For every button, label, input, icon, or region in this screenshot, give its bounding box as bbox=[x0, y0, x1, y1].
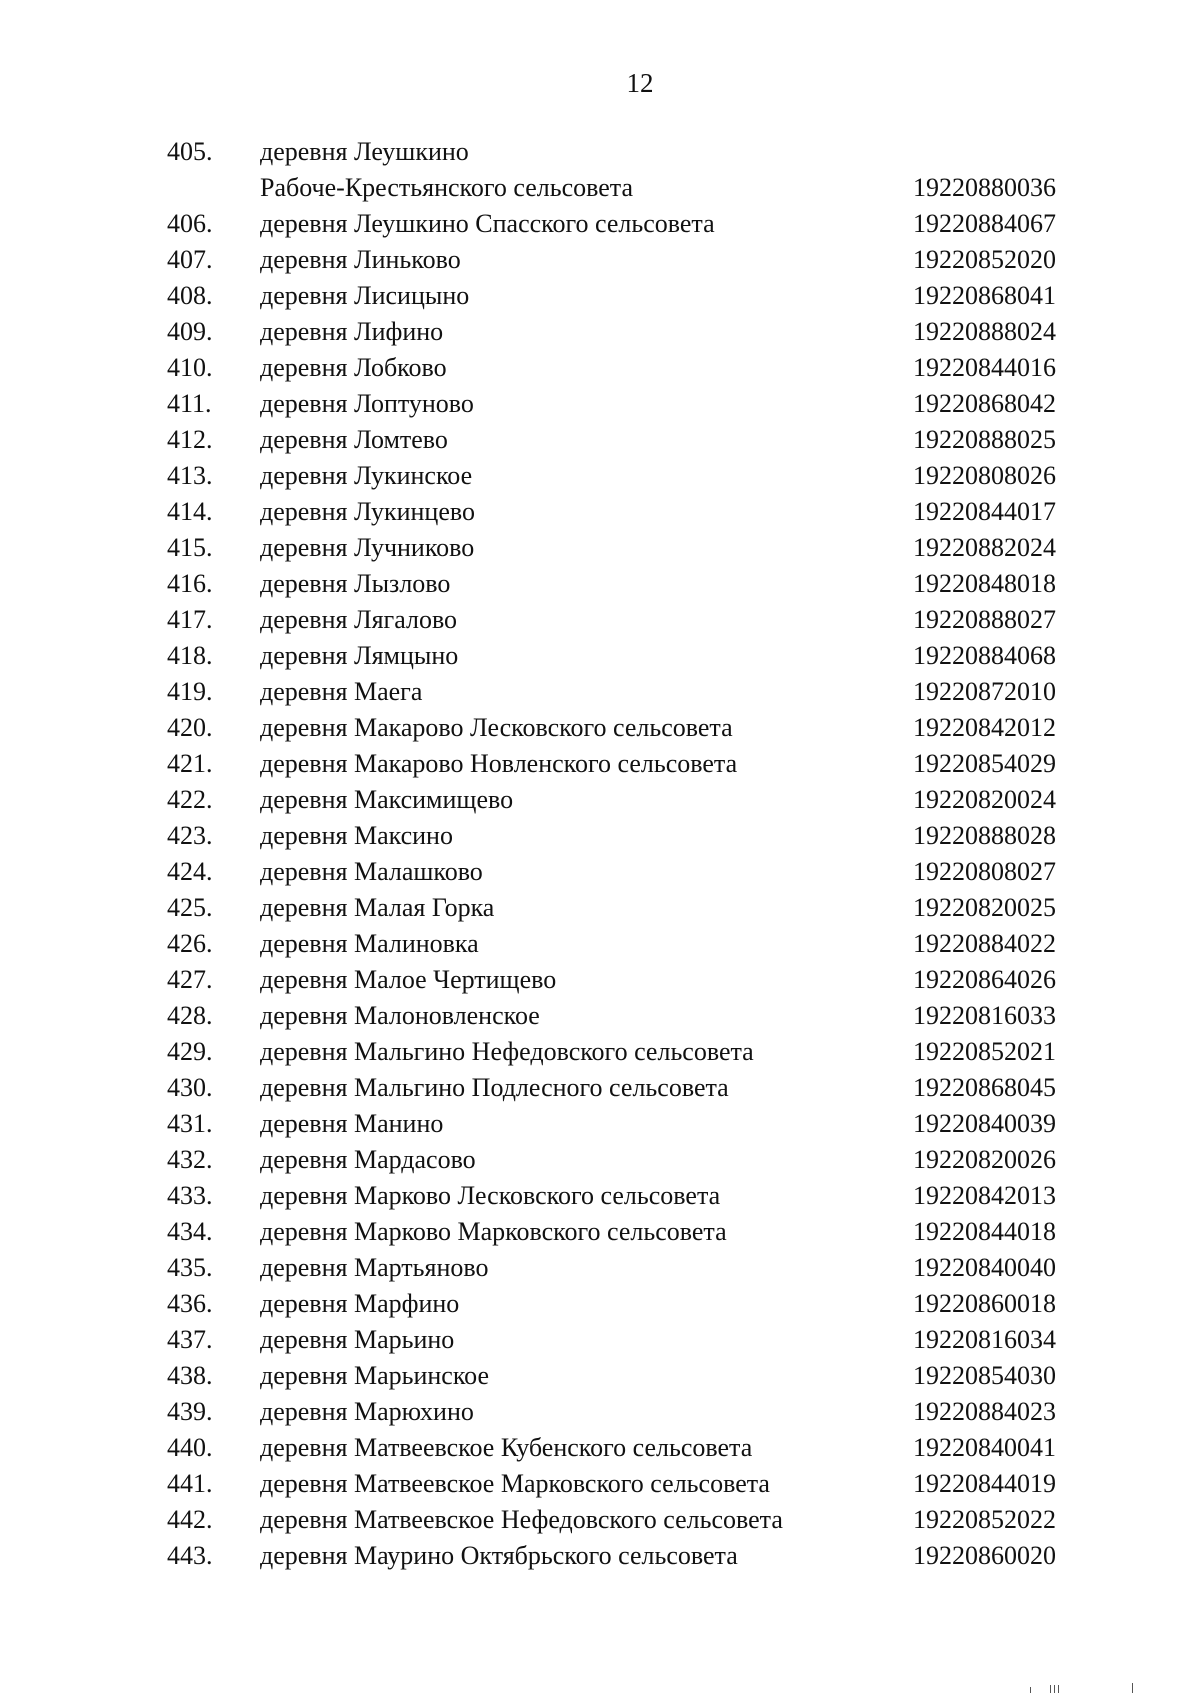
list-item bbox=[0, 242, 1200, 278]
entry-code: 19220888024 bbox=[913, 317, 1056, 346]
entry-name bbox=[260, 1466, 770, 1502]
entry-name bbox=[260, 242, 461, 278]
list-item bbox=[0, 530, 1200, 566]
entry-number: 442. bbox=[167, 1505, 213, 1534]
entry-name bbox=[260, 1394, 474, 1430]
entry-name bbox=[260, 458, 472, 494]
entry-code: 19220860018 bbox=[913, 1289, 1056, 1318]
entry-name bbox=[260, 962, 556, 998]
list-item bbox=[0, 1106, 1200, 1142]
list-item bbox=[0, 386, 1200, 422]
list-item bbox=[0, 818, 1200, 854]
entry-code: 19220884068 bbox=[913, 641, 1056, 670]
entry-name bbox=[260, 1538, 738, 1574]
list-item bbox=[0, 1142, 1200, 1178]
entry-number: 435. bbox=[167, 1253, 213, 1282]
list-item bbox=[0, 1502, 1200, 1538]
entry-name bbox=[260, 1070, 729, 1106]
list-item bbox=[0, 134, 1200, 206]
entry-number: 410. bbox=[167, 353, 213, 382]
entry-name bbox=[260, 494, 475, 530]
entry-number: 426. bbox=[167, 929, 213, 958]
entry-number: 415. bbox=[167, 533, 213, 562]
entry-code: 19220844016 bbox=[913, 353, 1056, 382]
entry-number: 439. bbox=[167, 1397, 213, 1426]
entry-code: 19220888025 bbox=[913, 425, 1056, 454]
entry-number: 418. bbox=[167, 641, 213, 670]
list-item bbox=[0, 206, 1200, 242]
entry-number: 424. bbox=[167, 857, 213, 886]
entry-number: 441. bbox=[167, 1469, 213, 1498]
entry-name bbox=[260, 890, 494, 926]
entry-code: 19220852022 bbox=[913, 1505, 1056, 1534]
entry-number: 437. bbox=[167, 1325, 213, 1354]
entry-name-text: деревня Лукинцево bbox=[260, 497, 475, 526]
entry-number: 425. bbox=[167, 893, 213, 922]
list-item bbox=[0, 1214, 1200, 1250]
entry-name-text: деревня Макарово Новленского сельсовета bbox=[260, 749, 738, 778]
list-item bbox=[0, 890, 1200, 926]
entry-number: 432. bbox=[167, 1145, 213, 1174]
entry-number: 420. bbox=[167, 713, 213, 742]
entry-code: 19220884067 bbox=[913, 209, 1056, 238]
entry-code: 19220808026 bbox=[913, 461, 1056, 490]
entry-name-text: деревня Мартьяново bbox=[260, 1253, 489, 1282]
entry-name bbox=[260, 710, 733, 746]
entry-code: 19220860020 bbox=[913, 1541, 1056, 1570]
entry-code: 19220808027 bbox=[913, 857, 1056, 886]
entry-name bbox=[260, 350, 447, 386]
entry-code: 19220842012 bbox=[913, 713, 1056, 742]
list-item bbox=[0, 458, 1200, 494]
entry-number: 443. bbox=[167, 1541, 213, 1570]
entry-name bbox=[260, 386, 474, 422]
entry-name-text: деревня Малашково bbox=[260, 857, 483, 886]
entry-name-text: деревня Марьинское bbox=[260, 1361, 490, 1390]
scan-artifact bbox=[1020, 1683, 1140, 1693]
list-item bbox=[0, 1250, 1200, 1286]
entry-name-text: деревня Мардасово bbox=[260, 1145, 476, 1174]
entry-name bbox=[260, 926, 479, 962]
entry-number: 423. bbox=[167, 821, 213, 850]
list-item bbox=[0, 1034, 1200, 1070]
entry-name-continuation: Рабоче-Крестьянского сельсовета bbox=[260, 173, 634, 202]
entry-name-text: деревня Максимищево bbox=[260, 785, 514, 814]
entry-name-text: деревня Матвеевское Нефедовского сельсовета bbox=[260, 1505, 783, 1534]
entry-name bbox=[260, 1142, 476, 1178]
entry-number: 431. bbox=[167, 1109, 213, 1138]
entry-number: 429. bbox=[167, 1037, 213, 1066]
entry-name-text: деревня Марково Марковского сельсовета bbox=[260, 1217, 727, 1246]
entry-number: 413. bbox=[167, 461, 213, 490]
entry-code: 19220844017 bbox=[913, 497, 1056, 526]
entry-number: 428. bbox=[167, 1001, 213, 1030]
entry-name-text: деревня Маега bbox=[260, 677, 423, 706]
entry-code: 19220884023 bbox=[913, 1397, 1056, 1426]
entry-name-text: деревня Лызлово bbox=[260, 569, 451, 598]
entry-code: 19220816033 bbox=[913, 1001, 1056, 1030]
entry-number: 440. bbox=[167, 1433, 213, 1462]
list-item bbox=[0, 710, 1200, 746]
entry-name bbox=[260, 566, 450, 602]
entry-code: 19220854029 bbox=[913, 749, 1056, 778]
entry-number: 405. bbox=[167, 137, 213, 166]
list-item bbox=[0, 1358, 1200, 1394]
entry-name bbox=[260, 998, 540, 1034]
list-item bbox=[0, 602, 1200, 638]
entry-name-text: деревня Малое Чертищево bbox=[260, 965, 557, 994]
entry-number: 407. bbox=[167, 245, 213, 274]
entry-number: 414. bbox=[167, 497, 213, 526]
list-item bbox=[0, 1430, 1200, 1466]
entry-name bbox=[260, 1106, 443, 1142]
entry-name bbox=[260, 674, 422, 710]
list-item bbox=[0, 674, 1200, 710]
list-item bbox=[0, 1178, 1200, 1214]
entry-name bbox=[260, 818, 453, 854]
entry-name-text: деревня Макарово Лесковского сельсовета bbox=[260, 713, 733, 742]
entry-name-text: деревня Лифино bbox=[260, 317, 444, 346]
entry-name-text: деревня Леушкино Спасского сельсовета bbox=[260, 209, 715, 238]
entry-number: 434. bbox=[167, 1217, 213, 1246]
list-item bbox=[0, 1070, 1200, 1106]
list-item bbox=[0, 350, 1200, 386]
entry-code: 19220888028 bbox=[913, 821, 1056, 850]
entry-name bbox=[260, 1178, 720, 1214]
list-item bbox=[0, 782, 1200, 818]
list-item bbox=[0, 1322, 1200, 1358]
entry-number: 417. bbox=[167, 605, 213, 634]
entry-code: 19220884022 bbox=[913, 929, 1056, 958]
entry-name-text: деревня Леушкино bbox=[260, 137, 469, 166]
entry-code: 19220852021 bbox=[913, 1037, 1056, 1066]
list-item bbox=[0, 566, 1200, 602]
list-item bbox=[0, 314, 1200, 350]
entry-code: 19220844019 bbox=[913, 1469, 1056, 1498]
list-item bbox=[0, 998, 1200, 1034]
list-item bbox=[0, 854, 1200, 890]
entry-code: 19220820024 bbox=[913, 785, 1056, 814]
entry-name-text: деревня Лобково bbox=[260, 353, 447, 382]
entry-name bbox=[260, 278, 469, 314]
entry-name bbox=[260, 1430, 752, 1466]
entry-code: 19220880036 bbox=[913, 173, 1056, 202]
entry-code: 19220882024 bbox=[913, 533, 1056, 562]
entry-code: 19220840039 bbox=[913, 1109, 1056, 1138]
list-item bbox=[0, 746, 1200, 782]
entry-number: 409. bbox=[167, 317, 213, 346]
entry-name-text: деревня Лямцыно bbox=[260, 641, 459, 670]
entry-number: 416. bbox=[167, 569, 213, 598]
entry-number: 436. bbox=[167, 1289, 213, 1318]
entry-number: 438. bbox=[167, 1361, 213, 1390]
entry-code: 19220820025 bbox=[913, 893, 1056, 922]
entry-number: 422. bbox=[167, 785, 213, 814]
entry-name bbox=[260, 1250, 488, 1286]
entry-name bbox=[260, 314, 443, 350]
entry-number: 412. bbox=[167, 425, 213, 454]
entry-code: 19220844018 bbox=[913, 1217, 1056, 1246]
entry-name bbox=[260, 1286, 459, 1322]
entry-name bbox=[260, 602, 457, 638]
entry-code: 19220852020 bbox=[913, 245, 1056, 274]
entry-name bbox=[260, 782, 513, 818]
entry-code: 19220842013 bbox=[913, 1181, 1056, 1210]
entry-number: 419. bbox=[167, 677, 213, 706]
entry-number: 406. bbox=[167, 209, 213, 238]
entry-name-text: деревня Максино bbox=[260, 821, 453, 850]
list-item bbox=[0, 1538, 1200, 1574]
entry-name bbox=[260, 1502, 783, 1538]
entry-code: 19220840041 bbox=[913, 1433, 1056, 1462]
entry-code: 19220864026 bbox=[913, 965, 1056, 994]
list-item bbox=[0, 422, 1200, 458]
entry-name bbox=[260, 530, 474, 566]
entry-name bbox=[260, 206, 715, 242]
entry-number: 421. bbox=[167, 749, 213, 778]
entry-code: 19220848018 bbox=[913, 569, 1056, 598]
entry-number: 427. bbox=[167, 965, 213, 994]
entry-code: 19220868041 bbox=[913, 281, 1056, 310]
entry-number: 411. bbox=[167, 389, 212, 418]
entry-name-text: деревня Лоптуново bbox=[260, 389, 474, 418]
entry-name bbox=[260, 1322, 454, 1358]
entry-name-text: деревня Марьино bbox=[260, 1325, 455, 1354]
list-item bbox=[0, 1466, 1200, 1502]
list-item bbox=[0, 1286, 1200, 1322]
entry-name-text: деревня Малая Горка bbox=[260, 893, 495, 922]
entry-number: 433. bbox=[167, 1181, 213, 1210]
entry-name-text: деревня Лукинское bbox=[260, 461, 473, 490]
entry-code: 19220868045 bbox=[913, 1073, 1056, 1102]
entry-name-text: деревня Марфино bbox=[260, 1289, 460, 1318]
entry-number: 430. bbox=[167, 1073, 213, 1102]
entry-name bbox=[260, 1034, 754, 1070]
list-item bbox=[0, 278, 1200, 314]
entry-name bbox=[260, 854, 483, 890]
entry-code: 19220816034 bbox=[913, 1325, 1056, 1354]
entry-name bbox=[260, 638, 458, 674]
list-item bbox=[0, 638, 1200, 674]
entry-code: 19220840040 bbox=[913, 1253, 1056, 1282]
list-item bbox=[0, 962, 1200, 998]
entry-name-text: деревня Малоновленское bbox=[260, 1001, 540, 1030]
entry-name bbox=[260, 422, 448, 458]
entry-name bbox=[260, 134, 633, 206]
entry-name bbox=[260, 746, 737, 782]
entry-name-text: деревня Маурино Октябрьского сельсовета bbox=[260, 1541, 738, 1570]
entry-number: 408. bbox=[167, 281, 213, 310]
entry-name-text: деревня Ломтево bbox=[260, 425, 448, 454]
entry-code: 19220872010 bbox=[913, 677, 1056, 706]
entry-name-text: деревня Линьково bbox=[260, 245, 461, 274]
settlement-list bbox=[0, 134, 1200, 1574]
entry-code: 19220820026 bbox=[913, 1145, 1056, 1174]
entry-code: 19220868042 bbox=[913, 389, 1056, 418]
entry-name-text: деревня Марково Лесковского сельсовета bbox=[260, 1181, 721, 1210]
entry-code: 19220854030 bbox=[913, 1361, 1056, 1390]
entry-name-text: деревня Мальгино Подлесного сельсовета bbox=[260, 1073, 729, 1102]
entry-name-text: деревня Матвеевское Марковского сельсовета bbox=[260, 1469, 770, 1498]
page-number: 12 bbox=[626, 68, 654, 98]
entry-code: 19220888027 bbox=[913, 605, 1056, 634]
entry-name-text: деревня Лучниково bbox=[260, 533, 475, 562]
entry-name-text: деревня Марюхино bbox=[260, 1397, 474, 1426]
entry-name-text: деревня Лягалово bbox=[260, 605, 458, 634]
entry-name bbox=[260, 1214, 727, 1250]
list-item bbox=[0, 1394, 1200, 1430]
list-item bbox=[0, 926, 1200, 962]
entry-name bbox=[260, 1358, 489, 1394]
entry-name-text: деревня Матвеевское Кубенского сельсовета bbox=[260, 1433, 753, 1462]
list-item bbox=[0, 494, 1200, 530]
entry-name-text: деревня Лисицыно bbox=[260, 281, 470, 310]
entry-name-text: деревня Мальгино Нефедовского сельсовета bbox=[260, 1037, 754, 1066]
entry-name-text: деревня Малиновка bbox=[260, 929, 479, 958]
entry-name-text: деревня Манино bbox=[260, 1109, 444, 1138]
